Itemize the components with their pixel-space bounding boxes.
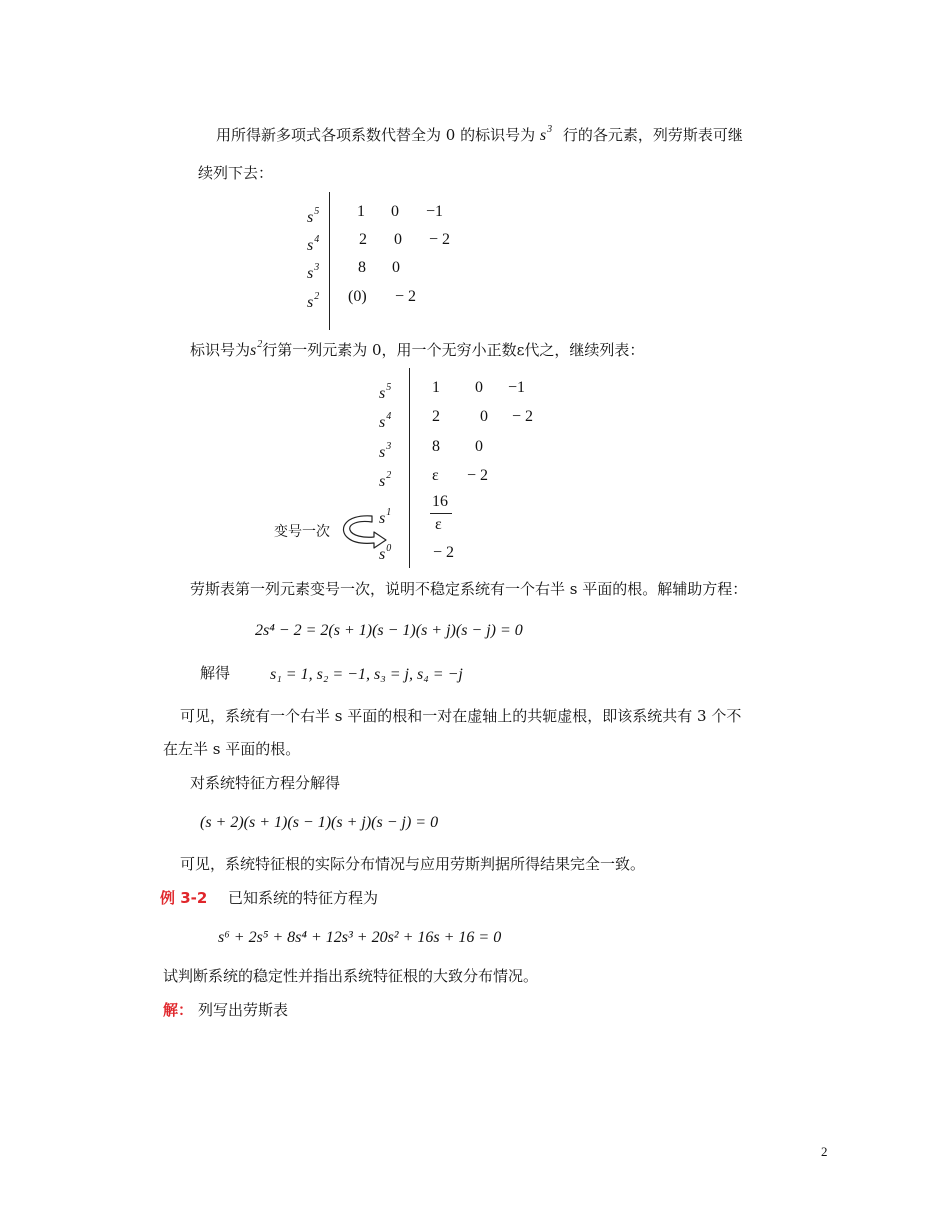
table1-cell: 0 — [391, 203, 399, 220]
fraction-numerator: 16 — [432, 493, 448, 510]
table2-cell: 0 — [475, 379, 483, 396]
example-text: 已知系统的特征方程为 — [228, 889, 379, 907]
table2-cell: − 2 — [433, 544, 455, 561]
table2-cell: − 2 — [467, 467, 489, 484]
table2-cell: 0 — [480, 408, 488, 425]
table2-row-power: $s^4$ — [379, 411, 392, 431]
table1-cell: − 2 — [395, 288, 417, 305]
epsilon-note — [190, 335, 644, 361]
table2-cell: 8 — [432, 438, 440, 455]
s2-symbol: $s^2$ — [250, 339, 263, 359]
table2-cell: − 2 — [512, 408, 534, 425]
table2-row-power: $s^1$ — [379, 507, 392, 527]
fraction-bar — [430, 513, 452, 514]
roots-equation: s₁ = 1, s₂ = −1, s₃ = j, s₄ = −j — [270, 666, 463, 683]
table2-divider — [409, 368, 410, 568]
factor-paragraph: 对系统特征方程分解得 — [190, 774, 341, 792]
epsilon-note-pre: 标识号为 — [190, 341, 251, 359]
intro-line-1-pre: 用所得新多项式各项系数代替全为 0 的标识号为 — [216, 126, 536, 144]
table1-row-power: $s^5$ — [307, 206, 320, 226]
table2-cell: ε — [432, 467, 439, 484]
table1-cell: 2 — [359, 231, 367, 248]
table1-cell: (0) — [348, 288, 367, 305]
table2-row-power: $s^5$ — [379, 382, 392, 402]
solution-label: 解： — [163, 1001, 194, 1019]
table1-cell: − 2 — [429, 231, 451, 248]
table1-row-power: $s^4$ — [307, 234, 320, 254]
table1-row-power: $s^3$ — [307, 262, 320, 282]
curved-arrow-icon — [338, 512, 390, 554]
table1-cell: 8 — [358, 259, 366, 276]
table1-row-power: $s^2$ — [307, 291, 320, 311]
table1-cell: 1 — [357, 203, 365, 220]
table2-row-power: $s^0$ — [379, 543, 392, 563]
solve-label: 解得 — [200, 664, 231, 682]
characteristic-equation: s⁶ + 2s⁵ + 8s⁴ + 12s³ + 20s² + 16s + 16 = 0 — [218, 929, 502, 946]
consistency-paragraph: 可见，系统特征根的实际分布情况与应用劳斯判据所得结果完全一致。 — [180, 855, 646, 873]
sign-change-label: 变号一次 — [274, 524, 330, 540]
intro-line-2: 续列下去： — [198, 164, 274, 182]
example-question: 试判断系统的稳定性并指出系统特征根的大致分布情况。 — [163, 967, 539, 985]
factor-equation: (s + 2)(s + 1)(s − 1)(s + j)(s − j) = 0 — [200, 814, 439, 831]
example-label: 例 3-2 — [160, 889, 208, 907]
table1-divider — [329, 192, 330, 330]
auxiliary-equation: 2s⁴ − 2 = 2(s + 1)(s − 1)(s + j)(s − j) = 0 — [255, 622, 523, 639]
table2-cell: −1 — [508, 379, 526, 396]
intro-line-1-post: 行的各元素，列劳斯表可继 — [562, 126, 743, 144]
table2-row-power: $s^3$ — [379, 441, 392, 461]
table1-cell: −1 — [426, 203, 444, 220]
sign-change-paragraph: 劳斯表第一列元素变号一次，说明不稳定系统有一个右半 s 平面的根。解辅助方程： — [190, 580, 748, 598]
table2-cell: 2 — [432, 408, 440, 425]
fraction-denominator: ε — [435, 516, 442, 533]
s3-symbol: $s^3$ — [539, 124, 553, 144]
conclusion-line-1: 可见，系统有一个右半 s 平面的根和一对在虚轴上的共轭虚根，即该系统共有 3 个不 — [180, 707, 742, 725]
table2-cell: 0 — [475, 438, 483, 455]
table2-row-power: $s^2$ — [379, 470, 392, 490]
solution-text: 列写出劳斯表 — [198, 1001, 289, 1019]
intro-line-1 — [216, 120, 743, 146]
epsilon-note-post: 行第一列元素为 0，用一个无穷小正数ε代之，继续列表： — [262, 341, 645, 359]
conclusion-line-2: 在左半 s 平面的根。 — [163, 740, 301, 758]
table2-cell: 1 — [432, 379, 440, 396]
table1-cell: 0 — [392, 259, 400, 276]
table1-cell: 0 — [394, 231, 402, 248]
page-number: 2 — [821, 1144, 828, 1159]
